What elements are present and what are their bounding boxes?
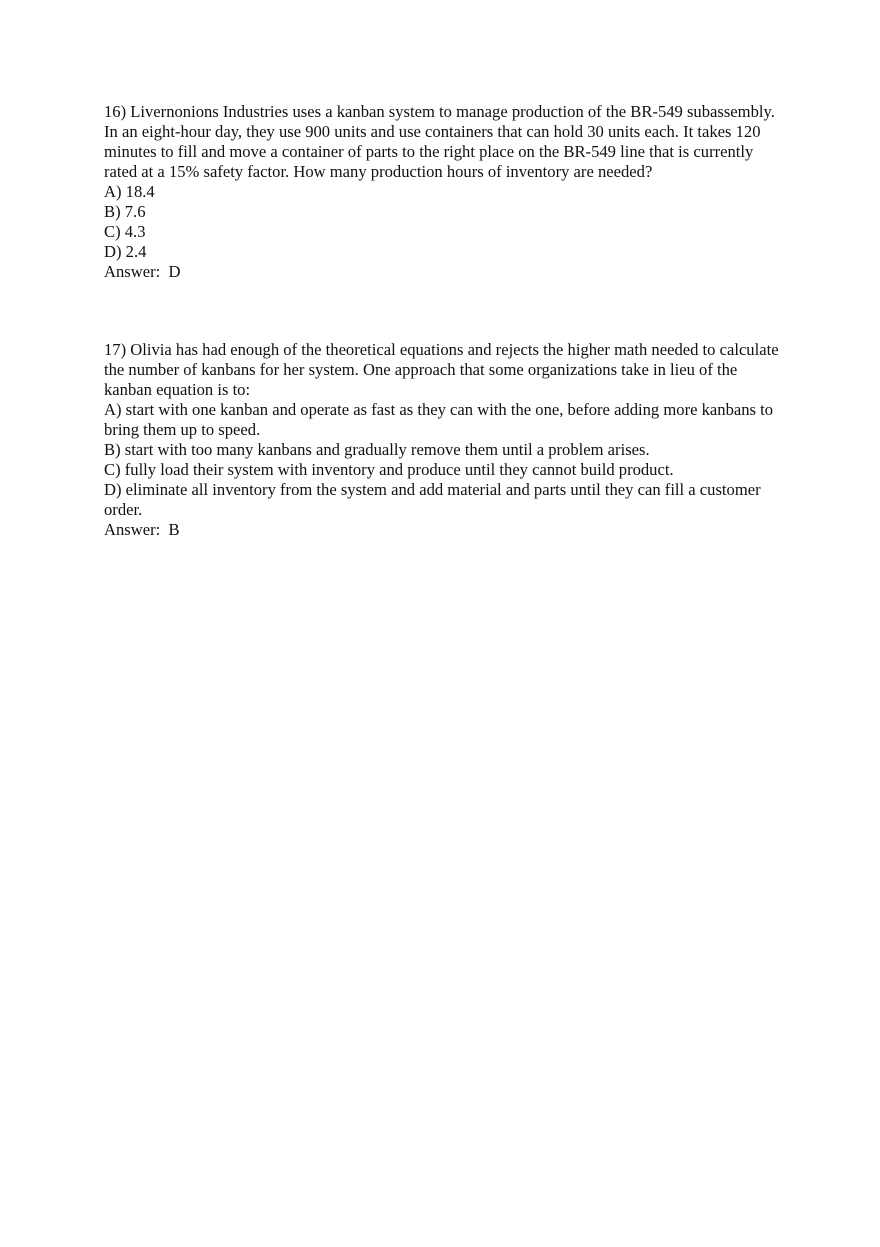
option-b: B) start with too many kanbans and gradually remove them until a problem arises. xyxy=(104,440,650,459)
option-d: D) 2.4 xyxy=(104,242,147,261)
option-c: C) 4.3 xyxy=(104,222,146,241)
option-a: A) 18.4 xyxy=(104,182,155,201)
option-a: A) start with one kanban and operate as fast as they can with the one, before adding more kanbans to bring them up to speed. xyxy=(104,400,778,439)
question-17 xyxy=(104,340,784,540)
question-16 xyxy=(104,102,784,282)
option-d: D) eliminate all inventory from the system and add material and parts until they can fill a customer order. xyxy=(104,480,765,519)
answer-line: Answer: B xyxy=(104,520,180,539)
option-b: B) 7.6 xyxy=(104,202,146,221)
answer-line: Answer: D xyxy=(104,262,181,281)
question-stem: 17) Olivia has had enough of the theoretical equations and rejects the higher math needed to calculate the number of kanbans for her system. One approach that some organizations take in lieu of the kanban equation is to: xyxy=(104,340,783,399)
question-stem: 16) Livernonions Industries uses a kanban system to manage production of the BR-549 subassembly. In an eight-hour day, they use 900 units and use containers that can hold 30 units each. It takes 120 minutes to fill and move a container of parts to the right place on the BR-549 line that is currently rated at a 15% safety factor. How many production hours of inventory are needed? xyxy=(104,102,780,181)
option-c: C) fully load their system with inventory and produce until they cannot build product. xyxy=(104,460,674,479)
